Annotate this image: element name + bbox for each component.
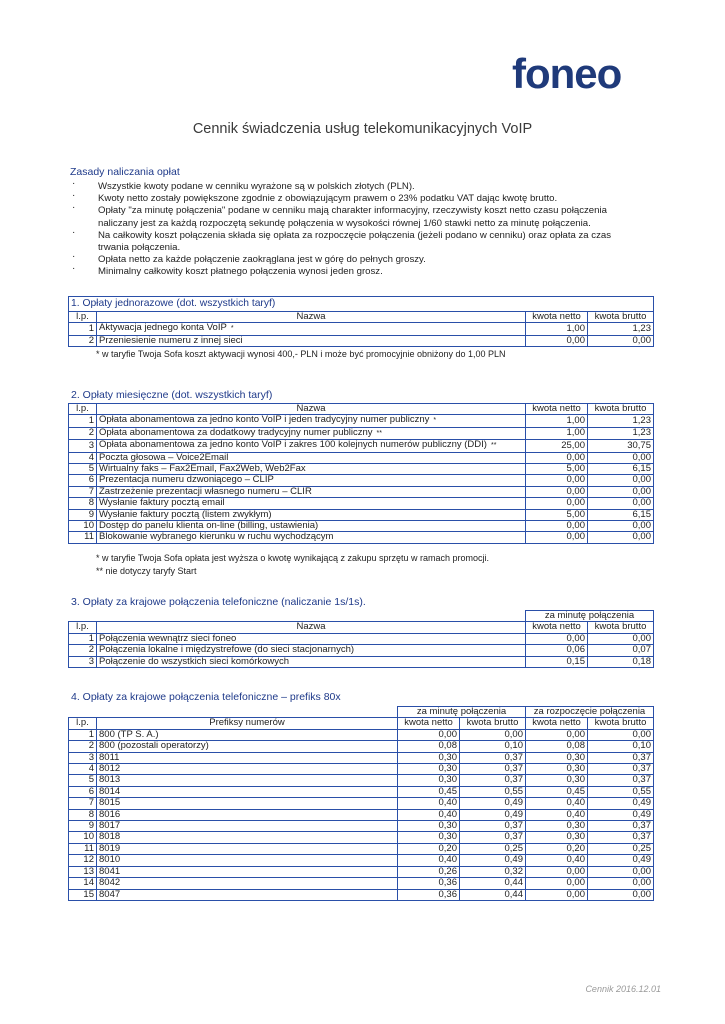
cell-lp: 2 [69,645,97,656]
cell-minute-gross: 0,25 [460,843,526,854]
header-lp: l.p. [69,718,97,729]
cell-minute-gross: 0,44 [460,878,526,889]
table-row [69,809,654,820]
footnote-mark: ** [376,429,382,437]
name-text: Zastrzeżenie prezentacji własnego numeru – CLIR [99,486,312,497]
cell-start-net: 0,40 [526,855,588,866]
table-national-calls [68,610,654,668]
cell-net: 0,00 [526,532,588,543]
table-row [69,633,654,644]
header-gross: kwota brutto [588,404,654,415]
header-lp: l.p. [69,312,97,323]
table-row [69,452,654,463]
cell-minute-net: 0,08 [398,741,460,752]
cell-name [97,335,526,346]
cell-net: 1,00 [526,323,588,335]
header-lp: l.p. [69,622,97,633]
t2-note-2: ** nie dotyczy taryfy Start [96,566,197,576]
cell-prefix: 800 (TP S. A.) [97,729,398,740]
cell-gross: 0,00 [588,335,654,346]
cell-lp: 6 [69,786,97,797]
cell-prefix: 8017 [97,821,398,832]
header-net: kwota netto [526,312,588,323]
table-row [69,645,654,656]
cell-minute-net: 0,45 [398,786,460,797]
cell-name [97,498,526,509]
cell-net: 0,00 [526,452,588,463]
table-80x-prefix [68,706,654,901]
cell-net: 1,00 [526,427,588,439]
cell-lp: 8 [69,498,97,509]
cell-lp: 11 [69,532,97,543]
header-gross: kwota brutto [460,718,526,729]
cell-lp: 1 [69,633,97,644]
table-row [69,521,654,532]
cell-start-net: 0,30 [526,821,588,832]
cell-minute-gross: 0,37 [460,832,526,843]
cell-name [97,452,526,463]
table-monthly-fees [68,403,654,544]
cell-start-gross: 0,37 [588,764,654,775]
table-row [69,866,654,877]
cell-name [97,427,526,439]
name-text: Połączenia wewnątrz sieci foneo [99,633,237,644]
cell-lp: 7 [69,798,97,809]
cell-prefix: 8014 [97,786,398,797]
cell-minute-net: 0,40 [398,809,460,820]
name-text: Opłata abonamentowa za jedno konto VoIP i jeden tradycyjny numer publiczny [99,414,430,426]
cell-start-gross: 0,55 [588,786,654,797]
cell-minute-net: 0,40 [398,798,460,809]
cell-start-net: 0,08 [526,741,588,752]
cell-gross: 0,00 [588,633,654,644]
cell-prefix: 8011 [97,752,398,763]
cell-minute-gross: 0,49 [460,798,526,809]
cell-lp: 2 [69,427,97,439]
cell-lp: 3 [69,440,97,452]
cell-name [97,415,526,427]
cell-start-net: 0,30 [526,832,588,843]
cell-prefix: 8019 [97,843,398,854]
cell-start-net: 0,45 [526,786,588,797]
cell-gross: 0,00 [588,532,654,543]
rule-item: · Opłata netto za każde połączenie zaokrąglana jest w górę do pełnych groszy. [70,254,630,266]
header-gross: kwota brutto [588,312,654,323]
cell-lp: 8 [69,809,97,820]
cell-start-gross: 0,37 [588,775,654,786]
cell-prefix: 8012 [97,764,398,775]
table-row [69,509,654,520]
name-text: Prezentacja numeru dzwoniącego – CLIP [99,474,274,486]
name-text: Przeniesienie numeru z innej sieci [99,335,243,346]
table-row [69,752,654,763]
cell-name [97,486,526,497]
cell-name [97,656,526,667]
cell-start-gross: 0,37 [588,821,654,832]
cell-lp: 1 [69,729,97,740]
cell-name [97,521,526,532]
cell-net: 0,00 [526,475,588,486]
table-row [69,821,654,832]
cell-minute-gross: 0,44 [460,889,526,900]
cell-gross: 0,00 [588,452,654,463]
cell-minute-net: 0,00 [398,729,460,740]
cell-minute-gross: 0,37 [460,821,526,832]
rules-heading: Zasady naliczania opłat [70,166,180,178]
cell-lp: 5 [69,464,97,475]
cell-prefix: 8013 [97,775,398,786]
table-row [69,486,654,497]
cell-minute-net: 0,20 [398,843,460,854]
name-text: Wysłanie faktury pocztą (listem zwykłym) [99,509,272,520]
cell-lp: 9 [69,509,97,520]
cell-start-gross: 0,10 [588,741,654,752]
footnote-mark: * [230,325,234,333]
cell-lp: 10 [69,521,97,532]
foneo-logo-text: foneo [512,52,622,96]
footnote-mark: ** [490,442,497,450]
cell-minute-gross: 0,32 [460,866,526,877]
cell-gross: 0,00 [588,475,654,486]
table-row [69,415,654,427]
cell-prefix: 8041 [97,866,398,877]
name-text: Poczta głosowa – Voice2Email [99,452,229,463]
name-text: Połączenia lokalne i międzystrefowe (do sieci stacjonarnych) [99,644,355,656]
cell-minute-net: 0,26 [398,866,460,877]
cell-name [97,509,526,520]
cell-start-net: 0,00 [526,729,588,740]
cell-lp: 5 [69,775,97,786]
header-name: Nazwa [97,622,526,633]
table-row [69,498,654,509]
cell-gross: 1,23 [588,415,654,427]
name-text: Opłata abonamentowa za dodatkowy tradycyjny numer publiczny [99,427,373,438]
cell-minute-gross: 0,55 [460,786,526,797]
foneo-logo [512,52,662,96]
name-text: Wirtualny faks – Fax2Email, Fax2Web, Web2Fax [99,463,306,475]
cell-prefix: 8018 [97,832,398,843]
table-row [69,786,654,797]
header-net: kwota netto [398,718,460,729]
cell-minute-gross: 0,37 [460,752,526,763]
cell-name [97,633,526,644]
name-text: Dostęp do panelu klienta on-line (billing, ustawienia) [99,520,319,532]
table-row [69,878,654,889]
cell-gross: 0,00 [588,486,654,497]
header-name: Nazwa [97,404,526,415]
cell-name [97,475,526,486]
cell-start-gross: 0,37 [588,832,654,843]
group-connection-start: za rozpoczęcie połączenia [526,707,654,718]
table-caption: 1. Opłaty jednorazowe (dot. wszystkich taryf) [69,297,654,312]
name-text: Połączenie do wszystkich sieci komórkowych [99,656,290,667]
name-text: Blokowanie wybranego kierunku w ruchu wychodzącym [99,531,334,543]
cell-lp: 14 [69,878,97,889]
cell-net: 5,00 [526,509,588,520]
rule-item: · Opłaty "za minutę połączenia" podane w cenniku mają charakter informacyjny, rzeczywisty koszt netto czasu połączenia naliczany jest za każdą rozpoczętą sekundę połączenia w wysokości równej 1/60 stawki netto za minutę połączenia. [70,205,630,229]
cell-name [97,532,526,543]
cell-name [97,440,526,452]
cell-prefix: 8010 [97,855,398,866]
cell-minute-net: 0,36 [398,878,460,889]
cell-net: 0,00 [526,633,588,644]
footnote-mark: * [433,417,437,425]
cell-minute-gross: 0,37 [460,775,526,786]
cell-gross: 0,00 [588,521,654,532]
cell-lp: 9 [69,821,97,832]
t1-note: * w taryfie Twoja Sofa koszt aktywacji wynosi 400,- PLN i może być promocyjnie obniżony do 1,00 PLN [96,349,506,359]
table-row [69,440,654,452]
cell-prefix: 8015 [97,798,398,809]
header-name: Nazwa [97,312,526,323]
cell-minute-net: 0,30 [398,775,460,786]
cell-name [97,645,526,656]
group-per-minute: za minutę połączenia [526,611,654,622]
t4-caption: 4. Opłaty za krajowe połączenia telefoniczne – prefiks 80x [71,691,341,703]
table-row [69,764,654,775]
cell-start-net: 0,00 [526,889,588,900]
cell-lp: 4 [69,764,97,775]
cell-minute-gross: 0,10 [460,741,526,752]
cell-net: 0,00 [526,335,588,346]
cell-start-net: 0,20 [526,843,588,854]
table-row [69,532,654,543]
table-row [69,855,654,866]
cell-lp: 10 [69,832,97,843]
cell-lp: 4 [69,452,97,463]
table-row [69,741,654,752]
cell-net: 0,00 [526,521,588,532]
footer-version: Cennik 2016.12.01 [585,984,661,994]
table-row [69,889,654,900]
cell-gross: 1,23 [588,427,654,439]
cell-prefix: 8047 [97,889,398,900]
cell-prefix: 8042 [97,878,398,889]
cell-lp: 3 [69,656,97,667]
cell-start-net: 0,00 [526,866,588,877]
cell-start-net: 0,30 [526,752,588,763]
cell-start-gross: 0,00 [588,866,654,877]
cell-lp: 13 [69,866,97,877]
cell-prefix: 8016 [97,809,398,820]
cell-start-gross: 0,00 [588,889,654,900]
cell-minute-gross: 0,37 [460,764,526,775]
cell-minute-net: 0,36 [398,889,460,900]
name-text: Opłata abonamentowa za jedno konto VoIP i zakres 100 kolejnych numerów publiczny (DDI) [99,439,487,451]
table-one-time-fees [68,296,654,347]
header-net: kwota netto [526,622,588,633]
cell-net: 25,00 [526,440,588,452]
cell-start-gross: 0,25 [588,843,654,854]
cell-start-net: 0,00 [526,878,588,889]
table-row [69,656,654,667]
rule-item: · Kwoty netto zostały powiększone zgodnie z obowiązującym prawem o 23% podatku VAT dając kwotę brutto. [70,193,630,205]
header-lp: l.p. [69,404,97,415]
table-row [69,464,654,475]
cell-gross: 6,15 [588,509,654,520]
cell-start-gross: 0,37 [588,752,654,763]
table-row [69,427,654,439]
cell-name [97,464,526,475]
cell-gross: 6,15 [588,464,654,475]
cell-net: 0,00 [526,498,588,509]
cell-gross: 0,00 [588,498,654,509]
cell-gross: 0,18 [588,656,654,667]
cell-lp: 15 [69,889,97,900]
rule-item: · Na całkowity koszt połączenia składa się opłata za rozpoczęcie połączenia (jeżeli podano w cenniku) oraz opłata za czas trwania połączenia. [70,230,630,254]
cell-start-net: 0,40 [526,798,588,809]
cell-net: 1,00 [526,415,588,427]
cell-gross: 0,07 [588,645,654,656]
rules-list [70,181,630,279]
table-row [69,475,654,486]
table-row [69,323,654,335]
name-text: Wysłanie faktury pocztą email [99,497,225,509]
cell-start-gross: 0,49 [588,855,654,866]
cell-lp: 2 [69,335,97,346]
cell-minute-gross: 0,49 [460,855,526,866]
cell-minute-net: 0,40 [398,855,460,866]
cell-minute-gross: 0,49 [460,809,526,820]
cell-lp: 6 [69,475,97,486]
cell-start-net: 0,30 [526,775,588,786]
table-row [69,335,654,346]
header-prefix: Prefiksy numerów [97,718,398,729]
cell-minute-net: 0,30 [398,821,460,832]
cell-gross: 1,23 [588,323,654,335]
cell-minute-gross: 0,00 [460,729,526,740]
cell-lp: 11 [69,843,97,854]
cell-minute-net: 0,30 [398,752,460,763]
rule-item: · Minimalny całkowity koszt płatnego połączenia wynosi jeden grosz. [70,266,630,278]
table-row [69,775,654,786]
cell-lp: 3 [69,752,97,763]
cell-lp: 2 [69,741,97,752]
cell-minute-net: 0,30 [398,764,460,775]
header-gross: kwota brutto [588,622,654,633]
cell-prefix: 800 (pozostali operatorzy) [97,741,398,752]
t2-caption: 2. Opłaty miesięczne (dot. wszystkich taryf) [71,389,273,401]
cell-start-gross: 0,00 [588,729,654,740]
cell-net: 0,15 [526,656,588,667]
rule-item: · Wszystkie kwoty podane w cenniku wyrażone są w polskich złotych (PLN). [70,181,630,193]
header-gross: kwota brutto [588,718,654,729]
cell-lp: 12 [69,855,97,866]
cell-start-net: 0,30 [526,764,588,775]
page-title: Cennik świadczenia usług telekomunikacyjnych VoIP [192,121,533,137]
table-row [69,832,654,843]
cell-net: 0,00 [526,486,588,497]
table-row [69,798,654,809]
name-text: Aktywacja jednego konta VoIP [99,322,227,334]
table-row [69,843,654,854]
cell-start-gross: 0,00 [588,878,654,889]
header-net: kwota netto [526,718,588,729]
cell-start-gross: 0,49 [588,798,654,809]
cell-lp: 7 [69,486,97,497]
t3-caption: 3. Opłaty za krajowe połączenia telefoniczne (naliczanie 1s/1s). [71,596,366,608]
cell-net: 5,00 [526,464,588,475]
cell-name [97,323,526,335]
cell-minute-net: 0,30 [398,832,460,843]
cell-start-net: 0,40 [526,809,588,820]
cell-start-gross: 0,49 [588,809,654,820]
table-row [69,729,654,740]
cell-lp: 1 [69,415,97,427]
header-net: kwota netto [526,404,588,415]
cell-lp: 1 [69,323,97,335]
cell-net: 0,06 [526,645,588,656]
t2-note-1: * w taryfie Twoja Sofa opłata jest wyższa o kwotę wynikającą z zakupu sprzętu w ramach promocji. [96,553,490,563]
cell-gross: 30,75 [588,440,654,452]
group-per-minute: za minutę połączenia [398,707,526,718]
